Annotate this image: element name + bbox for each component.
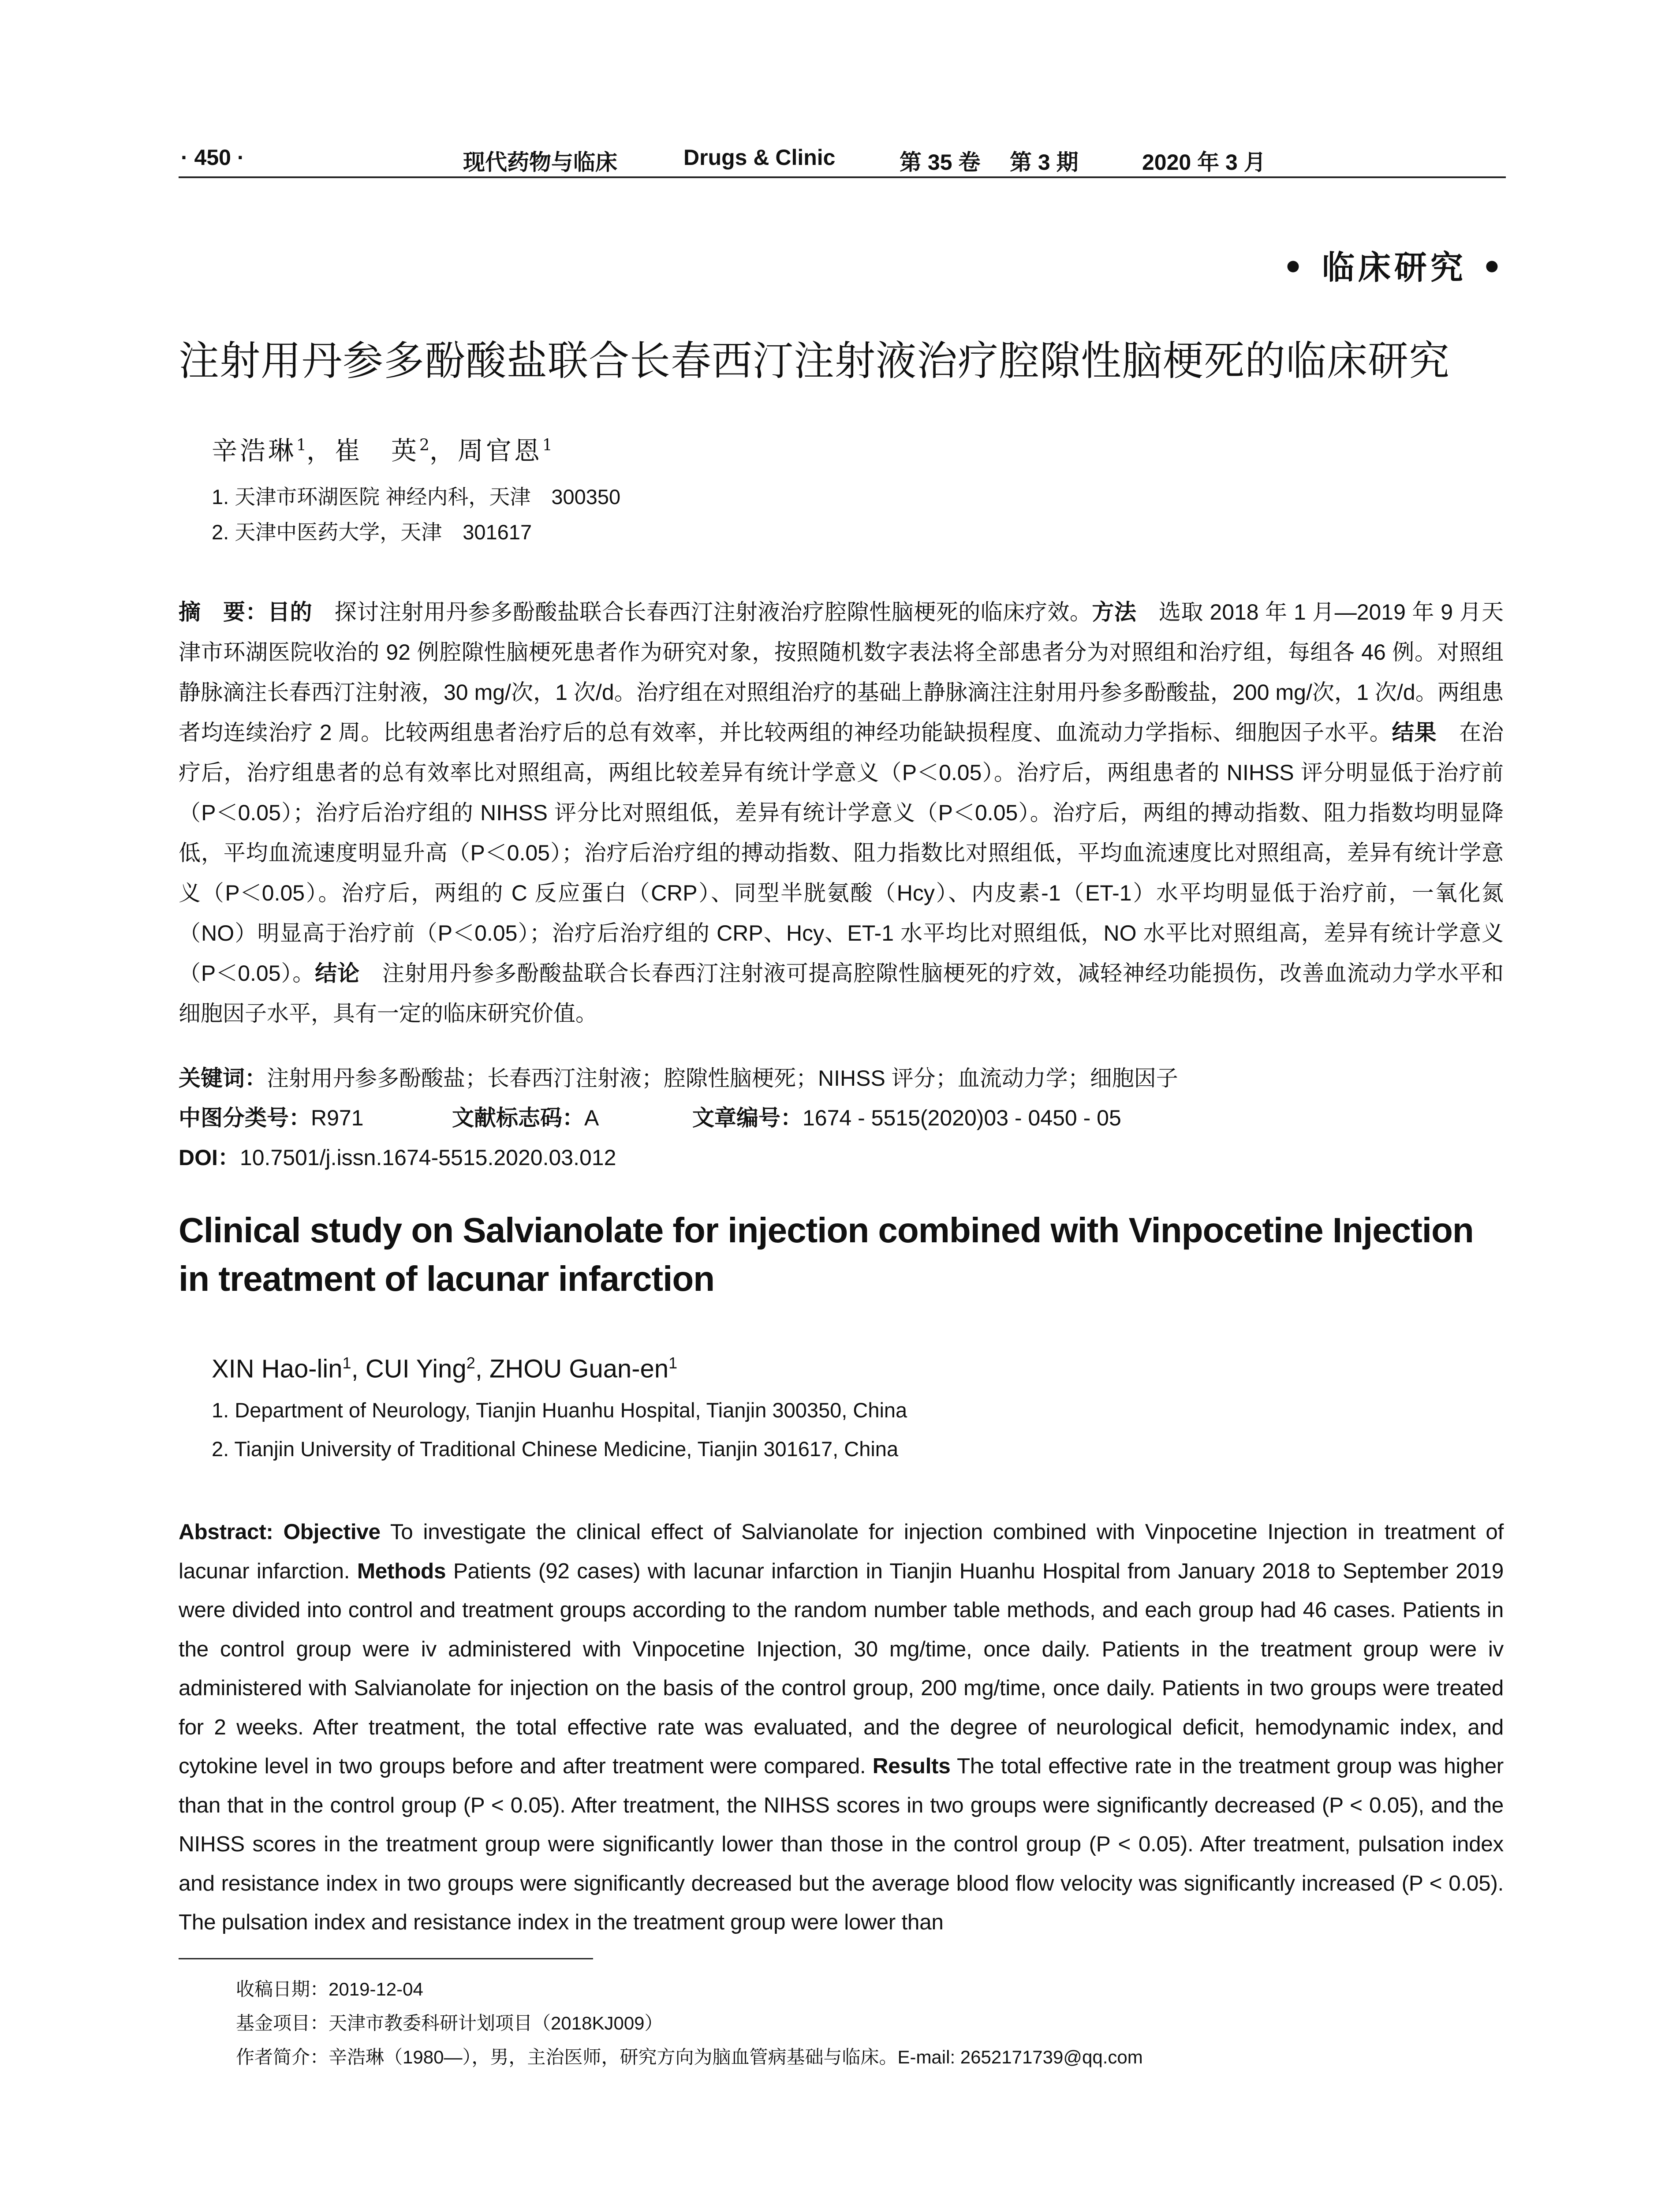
title-zh: 注射用丹参多酚酸盐联合长春西汀注射液治疗腔隙性脑梗死的临床研究 xyxy=(179,339,1450,384)
doi-text: 10.7501/j.issn.1674-5515.2020.03.012 xyxy=(239,1145,616,1170)
objective-label: 目的 xyxy=(268,600,313,624)
footnote-funding xyxy=(236,2009,663,2035)
objective-text: 探讨注射用丹参多酚酸盐联合长春西汀注射液治疗腔隙性脑梗死的临床疗效。 xyxy=(312,600,1092,624)
author-separator: ， xyxy=(429,436,458,466)
doi xyxy=(179,1140,616,1172)
page-number: · 450 · xyxy=(181,145,245,170)
methods-label: 方法 xyxy=(1092,600,1137,624)
doc-code-field xyxy=(452,1100,599,1132)
author-affiliation-mark: 2 xyxy=(419,436,429,455)
author-name: XIN Hao-lin xyxy=(212,1354,343,1383)
header-rule xyxy=(179,176,1506,178)
methods-text: Patients (92 cases) with lacunar infarction in Tianjin Huanhu Hospital from January 2018 to September 2019 were divided into control and treatment groups according to the random number table methods, and each group had 46 cases. Patients in the control group were iv administered with Vinpocetine Injection, 30 mg/time, once daily. Patients in the treatment group were iv administered with Salvianolate for injection on the basis of the control group, 200 mg/time, once daily. Patients in two groups were treated for 2 weeks. After treatment, the total effective rate was evaluated, and the degree of neurological deficit, hemodynamic index, and cytokine level in two groups before and after treatment were compared. xyxy=(179,1558,1504,1778)
article-number-field xyxy=(692,1100,1121,1132)
doc-code-label: 文献标志码： xyxy=(452,1106,584,1130)
journal-name-zh: 现代药物与临床 xyxy=(463,149,617,175)
results-text: The total effective rate in the treatment group was higher than that in the control group (P < 0.05). After treatment, the NIHSS scores in two groups were significantly decreased (P < 0.05), and the NIHSS scores in the treatment group were significantly lower than those in the control group (P < 0.05). After treatment, pulsation index and resistance index in two groups were significantly decreased but the average blood flow velocity was significantly increased (P < 0.05). The pulsation index and resistance index in the treatment group were lower than xyxy=(179,1754,1504,1934)
results-label: Results xyxy=(872,1754,951,1778)
affiliation-en-1: 1. Department of Neurology, Tianjin Huanhu Hospital, Tianjin 300350, China xyxy=(212,1398,907,1422)
title-en: Clinical study on Salvianolate for injection combined with Vinpocetine Injection in treatment of lacunar infarction xyxy=(179,1211,1474,1298)
author-name: CUI Ying xyxy=(365,1354,467,1383)
footnote-rule xyxy=(179,1958,593,1959)
author-name: 崔 英 xyxy=(334,436,419,466)
abstract-en xyxy=(179,1513,1504,1942)
author-affiliation-mark: 1 xyxy=(342,1354,351,1372)
abstract-label: 摘 要： xyxy=(179,600,268,624)
keywords xyxy=(179,1061,1178,1092)
abstract-zh xyxy=(179,592,1504,1034)
author-name: 周官恩 xyxy=(457,436,542,466)
footnote-label: 基金项目： xyxy=(236,2013,329,2033)
methods-text: 选取 2018 年 1 月—2019 年 9 月天津市环湖医院收治的 92 例腔隙性脑梗死患者作为研究对象，按照随机数字表法将全部患者分为对照组和治疗组，每组各 46 例。对照组静脉滴注长春西汀注射液，30 mg/次，1 次/d。治疗组在对照组治疗的基础上静脉滴注注射用丹参多酚酸盐，200 mg/次，1 次/d。两组患者均连续治疗 2 周。比较两组患者治疗后的总有效率，并比较两组的神经功能缺损程度、血流动力学指标、细胞因子水平。 xyxy=(179,600,1504,745)
author-separator: , xyxy=(351,1354,366,1383)
doc-code-value: A xyxy=(584,1106,599,1130)
clc-value: R971 xyxy=(311,1106,364,1130)
author-affiliation-mark: 1 xyxy=(668,1354,678,1372)
author-affiliation-mark: 2 xyxy=(466,1354,475,1372)
affiliation-zh-1: 1. 天津市环湖医院 神经内科，天津 300350 xyxy=(212,485,621,508)
footnote-author-bio xyxy=(236,2043,1143,2069)
footnote-text: 辛浩琳（1980—），男，主治医师，研究方向为脑血管病基础与临床。E-mail: 2652171739@qq.com xyxy=(329,2047,1143,2067)
authors-en xyxy=(212,1354,677,1383)
issue-date: 2020 年 3 月 xyxy=(1142,150,1266,175)
author-separator: , xyxy=(475,1354,489,1383)
results-label: 结果 xyxy=(1392,720,1437,745)
affiliation-zh-2: 2. 天津中医药大学，天津 301617 xyxy=(212,520,532,544)
keywords-label: 关键词： xyxy=(179,1066,267,1091)
article-number-label: 文章编号： xyxy=(692,1106,803,1130)
footnote-label: 作者简介： xyxy=(236,2047,329,2067)
article-number-value: 1674 - 5515(2020)03 - 0450 - 05 xyxy=(803,1106,1121,1130)
author-name: 辛浩琳 xyxy=(212,436,297,466)
results-text: 在治疗后，治疗组患者的总有效率比对照组高，两组比较差异有统计学意义（P＜0.05）。治疗后，两组患者的 NIHSS 评分明显低于治疗前（P＜0.05）；治疗后治疗组的 NIHSS 评分比对照组低，差异有统计学意义（P＜0.05）。治疗后，两组的搏动指数、阻力指数均明显降低，平均血流速度明显升高（P＜0.05）；治疗后治疗组的搏动指数、阻力指数比对照组低，平均血流速度比对照组高，差异有统计学意义（P＜0.05）。治疗后，两组的 C 反应蛋白（CRP）、同型半胱氨酸（Hcy）、内皮素-1（ET-1）水平均明显低于治疗前，一氧化氮（NO）明显高于治疗前（P＜0.05）；治疗后治疗组的 CRP、Hcy、ET-1 水平均比对照组低，NO 水平比对照组高，差异有统计学意义（P＜0.05）。 xyxy=(179,720,1504,986)
clc-label: 中图分类号： xyxy=(179,1106,311,1130)
footnote-label: 收稿日期： xyxy=(236,1979,329,1999)
objective-label: Objective xyxy=(283,1520,381,1544)
methods-label: Methods xyxy=(357,1558,446,1583)
volume: 第 35 卷 xyxy=(900,150,981,175)
section-label: • 临床研究 • xyxy=(1282,249,1506,287)
clc-field xyxy=(179,1100,364,1132)
footnote-text: 2019-12-04 xyxy=(329,1979,423,1999)
keywords-text: 注射用丹参多酚酸盐；长春西汀注射液；腔隙性脑梗死；NIHSS 评分；血流动力学；细胞因子 xyxy=(267,1066,1178,1091)
author-affiliation-mark: 1 xyxy=(296,436,306,455)
objective-text: To investigate the clinical effect of Salvianolate for injection combined with Vinpocetine Injection in treatment of lacunar infarction. xyxy=(179,1520,1504,1583)
author-affiliation-mark: 1 xyxy=(542,436,553,455)
footnote-text: 天津市教委科研计划项目（2018KJ009） xyxy=(329,2013,663,2033)
conclusion-text: 注射用丹参多酚酸盐联合长春西汀注射液可提高腔隙性脑梗死的疗效，减轻神经功能损伤，改善血流动力学水平和细胞因子水平，具有一定的临床研究价值。 xyxy=(179,961,1504,1026)
conclusion-label: 结论 xyxy=(315,961,360,986)
authors-zh xyxy=(212,430,553,467)
running-header xyxy=(181,140,1504,176)
doi-label: DOI： xyxy=(179,1145,240,1170)
abstract-label: Abstract: xyxy=(179,1520,273,1544)
author-name: ZHOU Guan-en xyxy=(489,1354,669,1383)
journal-name-en: Drugs & Clinic xyxy=(683,145,836,170)
affiliation-en-2: 2. Tianjin University of Traditional Chinese Medicine, Tianjin 301617, China xyxy=(212,1437,899,1461)
author-separator: ， xyxy=(306,436,335,466)
issue: 第 3 期 xyxy=(1010,150,1079,175)
footnote-received xyxy=(236,1975,423,2001)
